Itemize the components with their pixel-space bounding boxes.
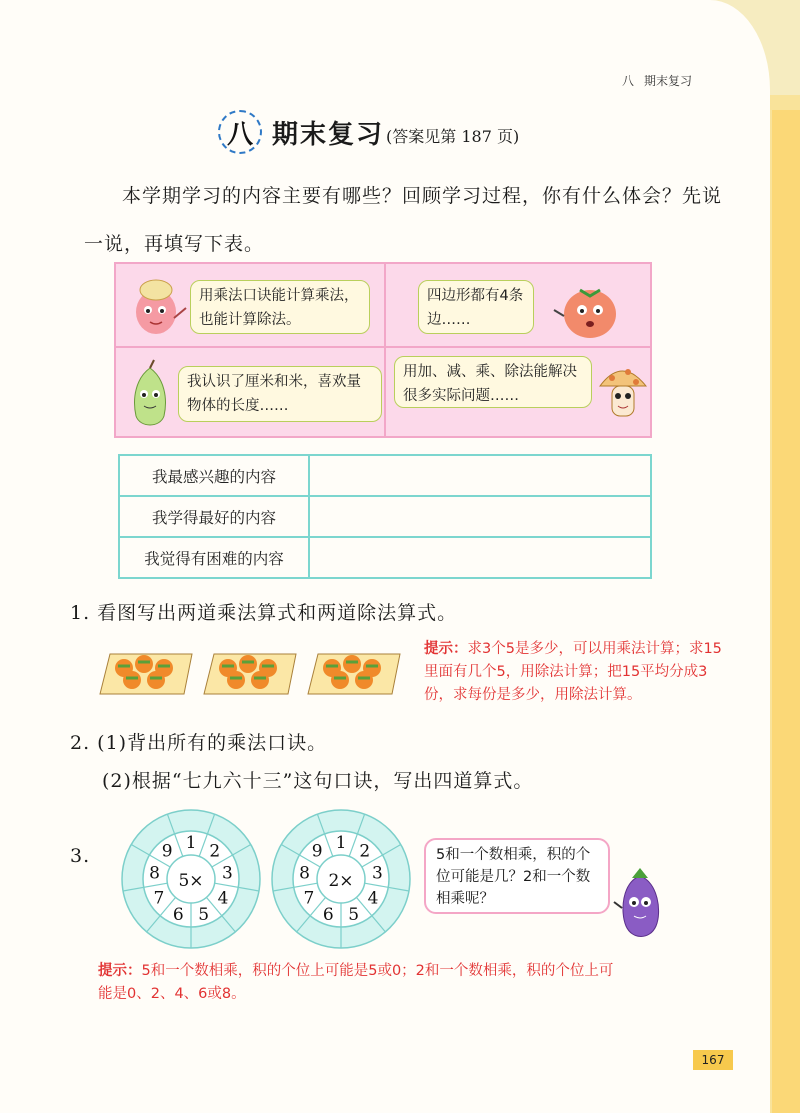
hint-text: 求3个5是多少，可以用乘法计算；求15里面有几个5，用除法计算；把15平均分成3份，求每份是多少，用除法计算。 [424,641,722,703]
question-3: 3. [70,845,91,867]
reflection-table [118,454,652,579]
wheel-answer-cell[interactable] [297,828,309,840]
wheel-number: 4 [217,888,229,909]
question-2-part-1: 2. (1)背出所有的乘法口诀。 [70,732,328,754]
page-edge-inner [772,110,800,1113]
hint-label: 提示： [424,641,468,657]
fruit-box-2 [204,654,296,694]
wheel-answer-cell[interactable] [205,928,217,940]
peach-character-icon [126,272,190,344]
speech-bubble-1: 用乘法口诀能计算乘法，也能计算除法。 [190,280,370,334]
wheel-number: 5 [348,904,360,925]
hint-1 [424,638,724,707]
pear-character-icon [122,358,178,434]
table-row [119,537,651,578]
wheel-answer-cell[interactable] [284,902,296,914]
wheel-answer-cell[interactable] [277,863,289,875]
wheel-answer-cell[interactable] [393,863,405,875]
speech-bubble-3: 我认识了厘米和米，喜欢量物体的长度…… [178,366,382,422]
wheel-answer-cell[interactable] [127,863,139,875]
speech-bubble-4: 用加、减、乘、除法能解决很多实际问题…… [394,356,592,408]
wheel-number: 4 [367,888,379,909]
mushroom-character-icon [594,356,650,436]
page-title [218,110,519,154]
wheel-answer-cell[interactable] [386,902,398,914]
wheel-answer-cell[interactable] [223,828,235,840]
wheel-number: 3 [372,863,383,884]
multiplication-wheel-2 [270,808,412,950]
wheel-number: 7 [153,888,165,909]
wheel-answer-cell[interactable] [236,902,248,914]
wheel-number: 7 [303,888,315,909]
speech-bubble-2: 四边形都有4条边…… [418,280,534,334]
wheel-number: 8 [149,863,160,884]
wheel-number: 5 [198,904,210,925]
question-2-part-2: (2)根据“七九六十三”这句口诀，写出四道算式。 [102,770,534,792]
answer-cell[interactable] [309,537,651,578]
wheel-number: 9 [161,841,173,862]
wheel-number: 2 [209,841,221,862]
wheel-number: 1 [185,833,197,853]
table-row [119,496,651,537]
wheel-answer-cell[interactable] [147,828,159,840]
fruit-box-1 [100,654,192,694]
answer-cell[interactable] [309,455,651,496]
wheel-answer-cell[interactable] [185,815,197,827]
wheel-number: 9 [311,841,323,862]
fruit-box-3 [308,654,400,694]
title-number-badge: 八 [218,110,262,154]
wheel-number: 6 [322,904,334,925]
tomato-character-icon [550,276,630,344]
persimmon-boxes-image [96,636,406,702]
wheel-number: 2 [359,841,371,862]
eggplant-speech-bubble: 5和一个数相乘，积的个位可能是几？2和一个数相乘呢？ [424,838,610,914]
title-main: 期末复习 [272,119,385,150]
hint-label: 提示： [98,963,142,979]
row-label: 我学得最好的内容 [119,496,309,537]
wheel-answer-cell[interactable] [165,928,177,940]
question-1: 1. 看图写出两道乘法算式和两道除法算式。 [70,602,458,624]
multiplication-wheel-5 [120,808,262,950]
wheel-number: 1 [335,833,347,853]
wheel-number: 8 [299,863,310,884]
row-label: 我最感兴趣的内容 [119,455,309,496]
wheel-number: 3 [222,863,233,884]
wheel-answer-cell[interactable] [315,928,327,940]
wheel-answer-cell[interactable] [355,928,367,940]
wheel-answer-cell[interactable] [243,863,255,875]
wheel-center-label: 5× [178,871,204,891]
wheel-number: 6 [172,904,184,925]
row-label: 我觉得有困难的内容 [119,537,309,578]
page-number: 167 [693,1050,733,1070]
intro-paragraph: 本学期学习的内容主要有哪些？回顾学习过程，你有什么体会？先说一说，再填写下表。 [84,185,723,255]
wheel-answer-cell[interactable] [134,902,146,914]
wheel-answer-cell[interactable] [335,815,347,827]
table-row [119,455,651,496]
review-panel [114,262,652,438]
chapter-name: 期末复习 [644,74,693,88]
wheel-answer-cell[interactable] [373,828,385,840]
running-header [622,72,702,89]
title-answer-ref: (答案见第 187 页) [386,126,520,146]
chapter-number: 八 [622,74,635,88]
wheel-center-label: 2× [328,871,354,891]
eggplant-character-icon [612,862,668,946]
hint-2 [98,960,618,1006]
hint-text: 5和一个数相乘，积的个位上可能是5或0；2和一个数相乘，积的个位上可能是0、2、4、6或8。 [98,963,614,1002]
answer-cell[interactable] [309,496,651,537]
